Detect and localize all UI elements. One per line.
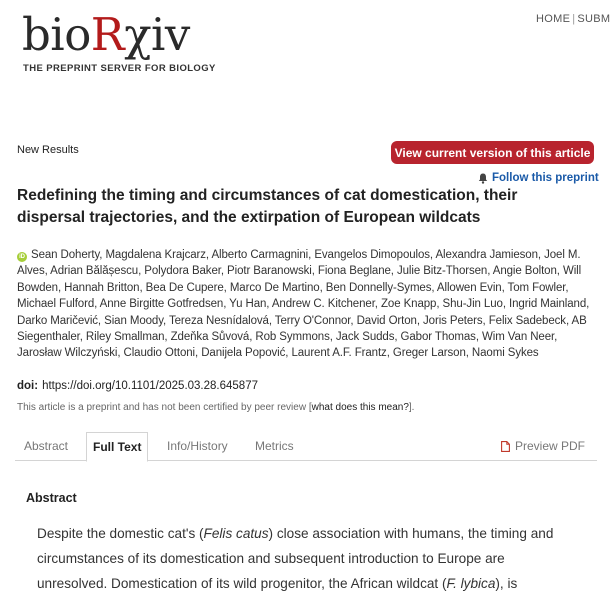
preview-pdf-label: Preview PDF [515, 439, 586, 453]
logo-word-prefix: bio [22, 8, 91, 61]
abstract-text [37, 521, 577, 596]
tab-metrics[interactable]: Metrics [255, 439, 294, 453]
abstract-heading: Abstract [26, 491, 77, 505]
logo-word-suffix: χiv [124, 8, 190, 61]
follow-label: Follow this preprint [492, 172, 599, 184]
preview-pdf-link[interactable] [501, 432, 585, 460]
disclaimer-end: ]. [408, 402, 415, 413]
disclaimer-text: This article is a preprint and has not been certified by peer review [ [17, 402, 312, 413]
biorxiv-logo[interactable] [22, 10, 216, 74]
follow-preprint-link[interactable] [478, 172, 599, 184]
nav-home-link[interactable]: HOME [536, 13, 571, 25]
abstract-part-3: ), is [495, 576, 518, 591]
authors-text: Sean Doherty, Magdalena Krajcarz, Alberto Carmagnini, Evangelos Dimopoulos, Alexandra Jamieson, Joel M. Alves, Adrian Bălășescu, Polydora Baker, Piotr Baranowski, Fiona Beglane, Julie Bitz-Thorsen, Angie Bolton, Will Bowden, Hannah Britton, Bea De Cupere, Marco De Martino, Ben Donnelly-Symes, Allowen Evin, Tom Fowler, Michael Fulford, Anne Birgitte Gotfredsen, Yu Han, Andrew C. Kitchener, Zoe Knapp, Shu-Jin Luo, Ingrid Mainland, Darko Maričević, Sian Moody, Tereza Nesnídalová, Terry O'Connor, David Orton, Joris Peters, Felix Sadebeck, AB Siegenthaler, Riley Smallman, Zdeňka Sůvová, Rob Symmons, Jack Sudds, Gabor Thomas, Wim Van Neer, Jarosław Wilczyński, Claudio Ottoni, Danijela Popović, Laurent A.F. Frantz, Greger Larson, Naomi Sykes [17, 249, 590, 360]
view-current-version-button[interactable]: View current version of this article [391, 141, 594, 164]
abstract-part-2: ) close association with humans, the timing and circumstances of its domestication and subsequent introduction to Europe are unresolved. Domestication of its wild progenitor, the African wildcat ( [37, 526, 554, 591]
tab-full-text[interactable]: Full Text [86, 432, 148, 462]
what-does-this-mean-link[interactable]: what does this mean? [311, 402, 409, 413]
doi-line [17, 380, 258, 392]
top-nav [536, 13, 610, 25]
nav-separator: | [572, 13, 576, 25]
logo-wordmark [22, 10, 216, 60]
bell-icon [478, 173, 488, 184]
tab-info-history[interactable]: Info/History [167, 439, 228, 453]
author-list [17, 247, 592, 362]
orcid-icon[interactable]: iD [17, 252, 27, 262]
peer-review-disclaimer [17, 402, 414, 413]
abstract-part-1: Despite the domestic cat's ( [37, 526, 204, 541]
logo-tagline: THE PREPRINT SERVER FOR BIOLOGY [23, 63, 216, 74]
article-tabs [15, 432, 597, 461]
abstract-species-1: Felis catus [203, 526, 269, 541]
tab-abstract[interactable]: Abstract [24, 439, 69, 453]
article-title: Redefining the timing and circumstances of cat domestication, their dispersal trajectories, and the extirpation of European wildcats [17, 187, 518, 226]
nav-submit-link[interactable]: SUBM [577, 13, 610, 25]
abstract-species-2: F. lybica [446, 576, 496, 591]
article-type-label: New Results [17, 144, 79, 156]
pdf-file-icon [501, 441, 510, 452]
doi-label: doi: [17, 380, 39, 392]
logo-word-r: R [90, 8, 125, 61]
doi-link[interactable]: https://doi.org/10.1101/2025.03.28.645877 [42, 380, 258, 392]
